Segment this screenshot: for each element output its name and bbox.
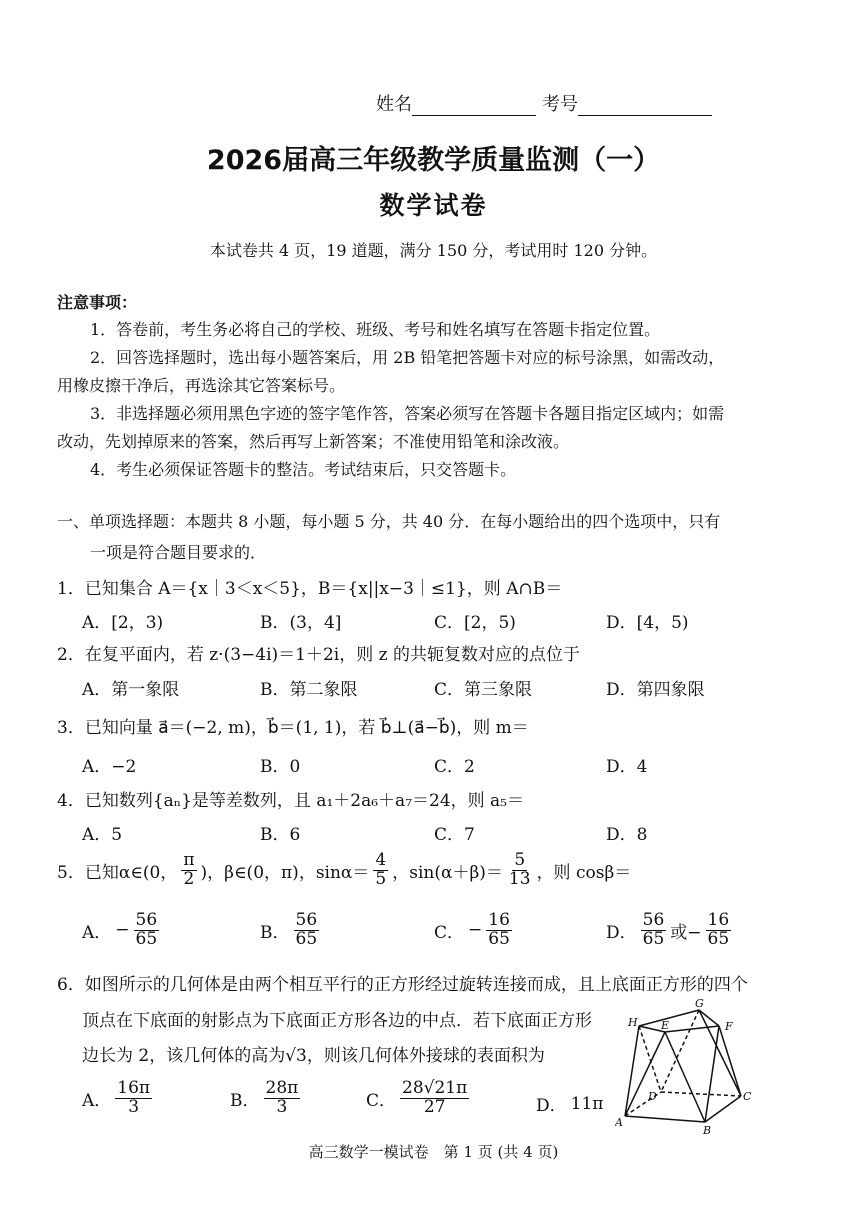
id-field	[542, 90, 712, 116]
question-2-stem: 2．在复平面内，若 z·(3−4i)＝1＋2i，则 z 的共轭复数对应的点位于	[57, 645, 580, 665]
page-footer: 高三数学一模试卷 第 1 页 (共 4 页)	[308, 1143, 559, 1161]
label-f: F	[725, 1020, 733, 1033]
edge-gc	[699, 1010, 741, 1096]
q5-option-b: B． $\frac{56}{65}$	[260, 910, 318, 949]
notice-item-3-cont: 改动，先划掉原来的答案，然后再写上新答案；不准使用铅笔和涂改液。	[57, 432, 570, 451]
q5-option-c: C． − $\frac{16}{65}$	[434, 910, 510, 949]
q4-option-a: A．5	[82, 825, 123, 845]
q2-option-a: A．第一象限	[82, 680, 180, 700]
question-3-stem: 3．已知向量 a⃗＝(−2, m)，b⃗＝(1, 1)，若 b⃗⊥(a⃗−b⃗)，则 m＝	[57, 718, 529, 738]
question-6-stem-1: 6．如图所示的几何体是由两个相互平行的正方形经过旋转连接而成，且上底面正方形的四个	[57, 975, 748, 995]
name-field	[376, 90, 536, 116]
question-1-stem: 1．已知集合 A＝{x｜3＜x＜5}，B＝{x||x−3｜≤1}，则 A∩B＝	[57, 579, 563, 599]
q5-frac-4-5: $\frac{4}{5}$	[375, 850, 387, 889]
edge-fb	[705, 1026, 719, 1122]
q2-option-c: C．第三象限	[434, 680, 533, 700]
id-blank	[578, 99, 712, 116]
q3-option-b: B．0	[260, 757, 301, 777]
notice-item-2-cont: 用橡皮擦干净后，再选涂其它答案标号。	[57, 376, 346, 395]
q1-option-b: B．(3，4]	[260, 613, 342, 633]
label-d: D	[648, 1090, 657, 1103]
edge-eb	[665, 1032, 705, 1122]
q4-option-b: B．6	[260, 825, 301, 845]
q6-option-b: B． $\frac{28\pi}{3}$	[230, 1078, 299, 1117]
edge-ef	[665, 1026, 719, 1032]
notice-item-4: 4．考生必须保证答题卡的整洁。考试结束后，只交答题卡。	[90, 460, 517, 479]
edge-dc-hidden	[661, 1092, 741, 1096]
page-title: 2026届高三年级教学质量监测（一）	[206, 145, 661, 176]
name-blank	[412, 99, 536, 116]
q3-option-d: D．4	[606, 757, 648, 777]
q5-option-d: D． $\frac{56}{65}$ 或− $\frac{16}{65}$	[606, 910, 730, 949]
question-4-stem: 4．已知数列{aₙ}是等差数列，且 a₁＋2a₆＋a₇＝24，则 a₅＝	[57, 791, 524, 811]
q5-stem-part-c: ，sin(α＋β)＝	[392, 862, 503, 883]
section-heading-cont: 一项是符合题目要求的．	[90, 543, 267, 562]
q5-stem-part-b: )，β∈(0，π)，sinα＝	[200, 862, 370, 883]
label-g: G	[695, 997, 704, 1010]
subject-title: 数学试卷	[379, 191, 488, 220]
label-a: A	[615, 1116, 623, 1129]
notice-item-2: 2．回答选择题时，选出每小题答案后，用 2B 铅笔把答题卡对应的标号涂黑，如需改动，	[90, 348, 725, 367]
notice-heading: 注意事项：	[57, 293, 138, 312]
q2-option-d: D．第四象限	[606, 680, 705, 700]
q3-option-a: A．−2	[82, 757, 137, 777]
label-c: C	[743, 1090, 752, 1103]
q4-option-d: D．8	[606, 825, 648, 845]
question-6-stem-2: 顶点在下底面的射影点为下底面正方形各边的中点．若下底面正方形	[82, 1011, 592, 1031]
q1-option-c: C．[2，5)	[434, 613, 516, 633]
q5-option-a: A． − $\frac{56}{65}$	[82, 910, 158, 949]
q1-option-d: D．[4，5)	[606, 613, 689, 633]
edge-bc	[705, 1096, 741, 1122]
q4-option-c: C．7	[434, 825, 475, 845]
q3-option-c: C．2	[434, 757, 475, 777]
q2-option-b: B．第二象限	[260, 680, 358, 700]
exam-info: 本试卷共 4 页，19 道题，满分 150 分，考试用时 120 分钟。	[209, 241, 658, 260]
question-6-stem-3: 边长为 2，该几何体的高为√3，则该几何体外接球的表面积为	[82, 1046, 545, 1066]
name-label: 姓名	[376, 94, 412, 115]
edge-fg	[699, 1010, 719, 1026]
section-heading: 一、单项选择题：本题共 8 小题，每小题 5 分，共 40 分．在每小题给出的四个选项中，只有	[57, 512, 721, 531]
edge-hd-hidden	[639, 1026, 661, 1092]
q5-stem-part-d: ，则 cosβ＝	[536, 862, 632, 883]
q5-frac-5-13: $\frac{5}{13}$	[508, 850, 531, 889]
notice-item-3: 3．非选择题必须用黑色字迹的签字笔作答，答案必须写在答题卡各题目指定区域内；如需	[90, 404, 725, 423]
edge-ab	[625, 1116, 705, 1122]
label-h: H	[628, 1016, 638, 1029]
label-e: E	[661, 1019, 670, 1032]
edge-fc	[719, 1026, 741, 1096]
q5-stem-part-a: 5．已知α∈(0，	[57, 862, 178, 883]
label-b: B	[703, 1124, 712, 1136]
q1-option-a: A．[2，3)	[82, 613, 164, 633]
q6-option-c: C． $\frac{28√21\pi}{27}$	[366, 1078, 468, 1117]
notice-item-1: 1．答卷前，考生务必将自己的学校、班级、考号和姓名填写在答题卡指定位置。	[90, 320, 661, 339]
question-5-stem	[57, 852, 631, 889]
q6-option-a: A． $\frac{16\pi}{3}$	[82, 1078, 151, 1117]
geometry-figure	[615, 996, 765, 1136]
id-label: 考号	[542, 94, 578, 115]
q6-option-d: D． 11π	[536, 1093, 604, 1116]
q5-frac-pi-2: $\frac{\pi}{2}$	[183, 850, 195, 889]
